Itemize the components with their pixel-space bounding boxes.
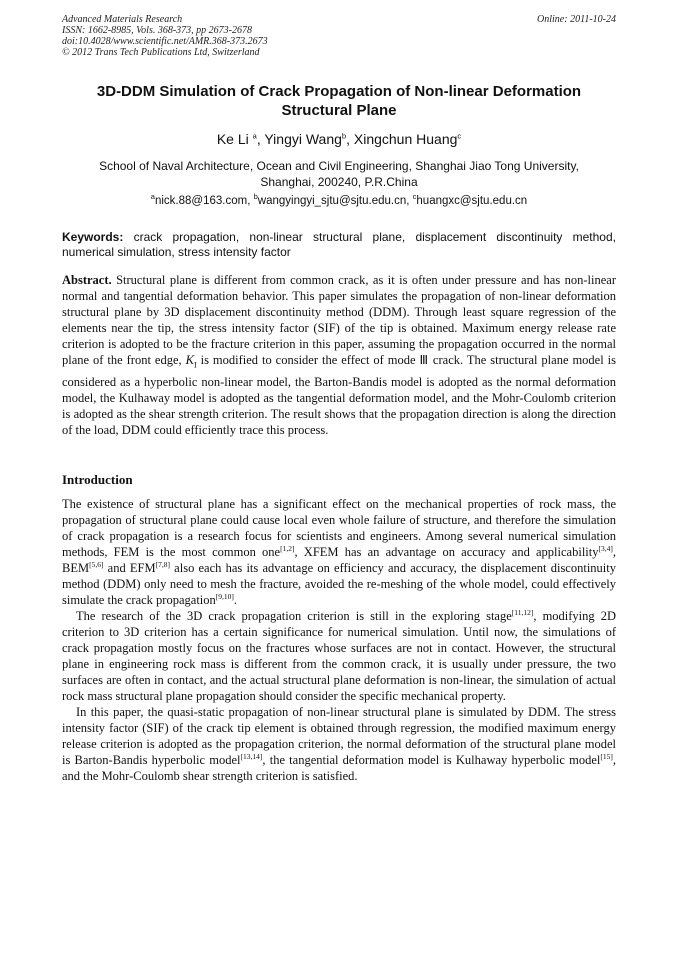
paragraph-text: . xyxy=(233,593,238,607)
author-list: Ke Li $^a$, Yingyi Wang$^b$, Xingchun Huang$^c$ xyxy=(216,131,462,147)
keywords xyxy=(62,230,616,260)
keywords-label: Keywords: xyxy=(62,230,124,244)
email-mark: b xyxy=(253,192,258,202)
email-address: nick.88@163.com, xyxy=(154,195,251,207)
abstract-text: is modified to consider the effect of mode Ⅲ crack. The structural plane model is considered as a hyperbolic non-linear model, the Barton-Bandis model is adopted as the normal deformation model, the Kulhaway model is adopted as the tangential deformation model, and the Mohr-Coulomb criterion is adopted as the shear strength criterion. The result shows that the propagation direction is along the direction of the load, DDM could efficiently trace this process. xyxy=(62,353,617,437)
citation: [1,2] xyxy=(280,543,295,553)
author-mark: b xyxy=(341,131,347,141)
author-mark: c xyxy=(457,131,462,141)
citation: [9,10] xyxy=(215,591,234,601)
abstract xyxy=(62,272,616,438)
paragraph-text: and EFM xyxy=(103,561,156,575)
citation: [7,8] xyxy=(155,559,170,569)
intro-paragraph-1 xyxy=(62,496,616,608)
affiliation-line-1: School of Naval Architecture, Ocean and Civil Engineering, Shanghai Jiao Tong University, xyxy=(99,159,579,173)
paper-title xyxy=(62,82,616,120)
author-mark: a xyxy=(252,131,257,141)
paragraph-text: , modifying 2D criterion to 3D criterion has a certain significance for numerical simulation. Until now, the simulations of crack propagation mostly focus on the fractures whose surfaces are not in contact. However, the structural plane in engineering rock mass is different from the common crack, it is usually under pressure, the two surfaces are often in contact, and the actual structural plane deformation is non-linear, the simulation of actual rock mass structural plane propagation should consider the specific mechanical property. xyxy=(62,609,617,703)
journal-doi: doi:10.4028/www.scientific.net/AMR.368-373.2673 xyxy=(62,36,268,47)
paragraph-text: , the tangential deformation model is Kulhaway hyperbolic model xyxy=(262,753,601,767)
math-k: K xyxy=(185,353,194,367)
author-name: Ke Li xyxy=(216,131,249,147)
citation: [3,4] xyxy=(598,543,613,553)
citation: [5,6] xyxy=(89,559,104,569)
abstract-text: Structural plane is different from common crack, as it is often under pressure and has non-linear normal and tangential deformation behavior. This paper simulates the propagation of non-linear deformation structural plane by 3D displacement discontinuity method (DDM). Through least square regression of the elements near the tip, the stress intensity factor (SIF) of the tip is obtained. Maximum energy release rate criterion is adopted to be the fracture criterion in this paper, assuming the propagation occurred in the normal plane of the front edge, xyxy=(62,273,617,367)
introduction-body xyxy=(62,496,616,784)
introduction-heading: Introduction xyxy=(62,472,133,487)
paragraph-text: The existence of structural plane has a significant effect on the mechanical properties of rock mass, the propagation of structural plane could cause local even whole failure of structure, and therefore the simulation of crack propagation is a research focus for scientists and engineers. Among several numerical simulation methods, FEM is the most common one xyxy=(62,497,616,559)
affiliation xyxy=(62,158,616,190)
journal-issn: ISSN: 1662-8985, Vols. 368-373, pp 2673-2678 xyxy=(62,25,252,36)
paragraph-text: , BEM xyxy=(62,545,616,575)
journal-header xyxy=(62,14,616,58)
online-date: Online: 2011-10-24 xyxy=(537,14,616,25)
email-mark: c xyxy=(412,192,417,202)
author-name: Xingchun Huang xyxy=(353,131,458,147)
math-k-subscript: I xyxy=(193,360,197,370)
citation: [13,14] xyxy=(240,751,263,761)
citation: [15] xyxy=(600,751,613,761)
abstract-label: Abstract. xyxy=(62,273,112,287)
intro-paragraph-3 xyxy=(62,704,616,784)
email-address: huangxc@sjtu.edu.cn xyxy=(416,195,528,207)
paragraph-text: also each has its advantage on efficiency and accuracy, the displacement discontinuity method (DDM) only need to mesh the fracture, avoided the re-meshing of the whole model, could effectively simulate the crack propagation xyxy=(62,561,616,607)
journal-name: Advanced Materials Research xyxy=(62,14,183,25)
email-mark: a xyxy=(150,192,155,202)
paragraph-text: The research of the 3D crack propagation criterion is still in the exploring stage xyxy=(76,609,512,623)
paper-title-line-1: 3D-DDM Simulation of Crack Propagation of Non-linear Deformation xyxy=(96,83,582,100)
paragraph-text: In this paper, the quasi-static propagation of non-linear structural plane is simulated by DDM. The stress intensity factor (SIF) of the crack tip element is obtained through regression, the modified maximum energy release criterion is adopted as the propagation criterion, the normal deformation of the structural plane model is Barton-Bandis hyperbolic model xyxy=(62,705,616,767)
email-address: wangyingyi_sjtu@sjtu.edu.cn, xyxy=(257,195,410,207)
author-name: Yingyi Wang xyxy=(264,131,342,147)
keywords-text: crack propagation, non-linear structural plane, displacement discontinuity method, numerical simulation, stress intensity factor xyxy=(62,230,616,259)
citation: [11,12] xyxy=(511,607,534,617)
affiliation-line-2: Shanghai, 200240, P.R.China xyxy=(260,175,418,189)
journal-copyright: © 2012 Trans Tech Publications Ltd, Switzerland xyxy=(62,47,260,58)
paragraph-text: , and the Mohr-Coulomb shear strength criterion is satisfied. xyxy=(62,753,616,783)
intro-paragraph-2 xyxy=(62,608,616,704)
paragraph-text: , XFEM has an advantage on accuracy and applicability xyxy=(294,545,599,559)
paper-title-line-2: Structural Plane xyxy=(281,102,397,119)
author-emails xyxy=(62,194,616,208)
